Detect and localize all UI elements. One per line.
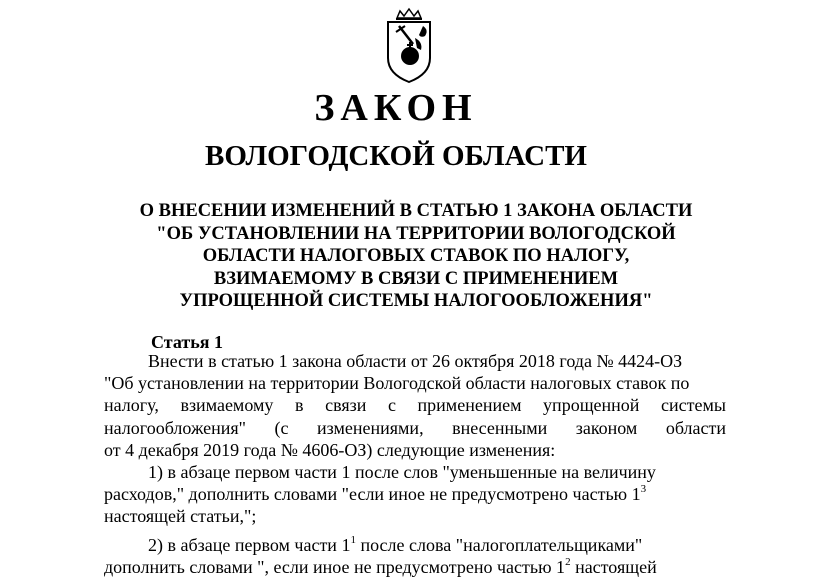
vologda-coat-of-arms-icon: [383, 8, 435, 84]
superscript: 1: [350, 533, 356, 546]
body-line: 1) в абзаце первом части 1 после слов "уменьшенные на величину: [148, 461, 656, 482]
body-text: настоящей: [570, 556, 657, 577]
body-line: Внести в статью 1 закона области от 26 октября 2018 года № 4424-ОЗ: [148, 351, 683, 371]
body-line: налогу, взимаемому в связи с применением упрощенной системы: [104, 395, 726, 416]
region-title: ВОЛОГОДСКОЙ ОБЛАСТИ: [205, 140, 587, 172]
body-text: после слова "налогоплательщиками": [355, 534, 643, 555]
superscript: 2: [565, 555, 571, 568]
body-text: расходов," дополнить словами "если иное не предусмотрено частью 1: [104, 484, 641, 505]
article-title: Статья 1: [151, 332, 223, 352]
body-line: [104, 534, 726, 556]
law-heading: [0, 200, 832, 313]
body-line: [104, 483, 726, 505]
body-line: от 4 декабря 2019 года № 4606-ОЗ) следующие изменения:: [104, 439, 556, 460]
body-text: 2) в абзаце первом части 1: [148, 534, 351, 555]
heading-line: УПРОЩЕННОЙ СИСТЕМЫ НАЛОГООБЛОЖЕНИЯ": [179, 291, 653, 312]
heading-line: О ВНЕСЕНИИ ИЗМЕНЕНИЙ В СТАТЬЮ 1 ЗАКОНА ОБЛАСТИ: [139, 201, 693, 221]
body-line: [104, 556, 726, 578]
body-line: настоящей статьи,";: [104, 506, 257, 527]
body-text: дополнить словами ", если иное не предусмотрено частью 1: [104, 556, 566, 577]
body-line: "Об установлении на территории Вологодской области налоговых ставок по: [104, 373, 690, 394]
body-line: налогообложения" (с изменениями, внесенными законом области: [104, 417, 726, 438]
law-title: ЗАКОН: [314, 87, 478, 129]
heading-line: ОБЛАСТИ НАЛОГОВЫХ СТАВОК ПО НАЛОГУ,: [202, 246, 630, 267]
article-body: [104, 350, 726, 578]
heading-line: "ОБ УСТАНОВЛЕНИИ НА ТЕРРИТОРИИ ВОЛОГОДСКОЙ: [156, 223, 676, 244]
superscript: 3: [640, 483, 647, 496]
heading-line: ВЗИМАЕМОМУ В СВЯЗИ С ПРИМЕНЕНИЕМ: [213, 268, 619, 289]
